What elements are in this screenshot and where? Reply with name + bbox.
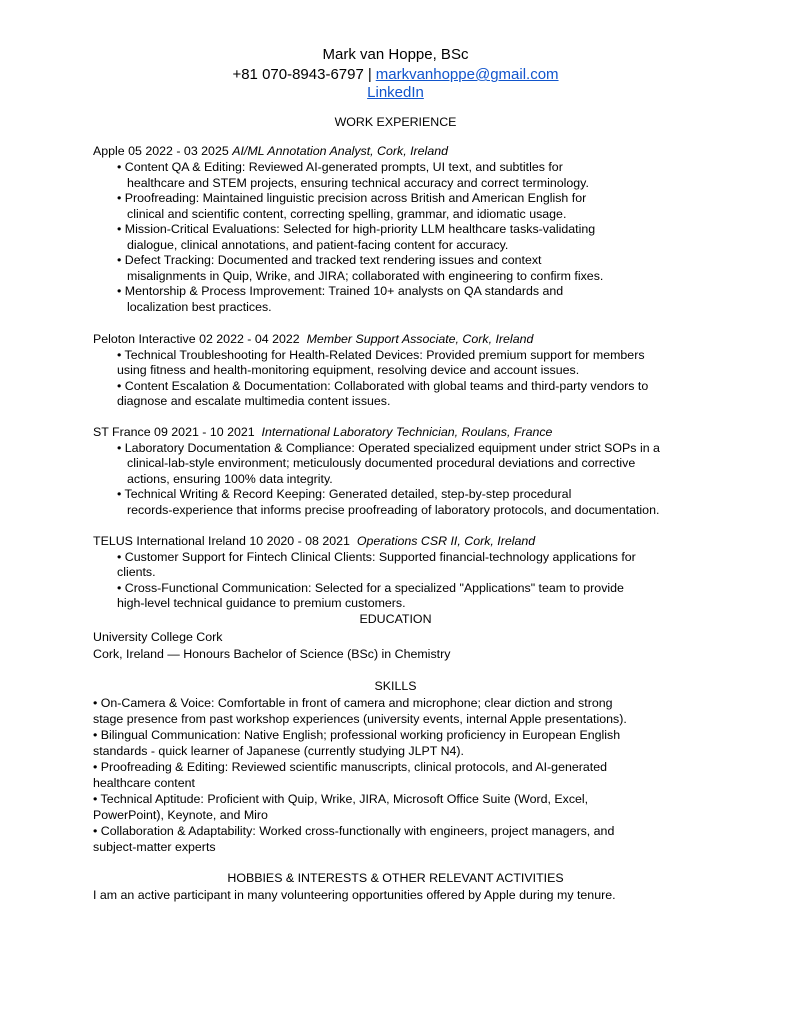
job-peloton-line: using fitness and health-monitoring equipment, resolving device and account issues. <box>117 363 580 377</box>
work-experience-heading: WORK EXPERIENCE <box>334 115 457 129</box>
education-degree: Cork, Ireland — Honours Bachelor of Science (BSc) in Chemistry <box>93 647 451 661</box>
job-telus-title: Operations CSR II, Cork, Ireland <box>356 534 536 548</box>
job-peloton-title: Member Support Associate, Cork, Ireland <box>306 332 534 346</box>
job-apple-header <box>93 144 448 159</box>
education-school: University College Cork <box>93 630 223 644</box>
job-apple-line: • Defect Tracking: Documented and tracked text rendering issues and context <box>117 253 542 267</box>
job-apple-line: • Content QA & Editing: Reviewed AI-generated prompts, UI text, and subtitles for <box>117 160 563 174</box>
job-apple-line: • Proofreading: Maintained linguistic precision across British and American English for <box>117 191 587 205</box>
skills-line: • Technical Aptitude: Proficient with Quip, Wrike, JIRA, Microsoft Office Suite (Word, Excel, <box>93 792 589 806</box>
skills-line: healthcare content <box>93 776 195 790</box>
job-telus-line: clients. <box>117 565 156 579</box>
skills-heading: SKILLS <box>374 679 417 693</box>
hobbies-heading: HOBBIES & INTERESTS & OTHER RELEVANT ACTIVITIES <box>227 871 564 885</box>
skills-line: • Bilingual Communication: Native English; professional working proficiency in European English <box>93 728 621 742</box>
job-stfrance-line: records-experience that informs precise proofreading of laboratory protocols, and documentation. <box>127 503 660 517</box>
job-telus-header <box>93 534 535 549</box>
job-peloton-company-dates: Peloton Interactive 02 2022 - 04 2022 <box>93 332 300 346</box>
skills-line: • Proofreading & Editing: Reviewed scientific manuscripts, clinical protocols, and AI-generated <box>93 760 607 774</box>
job-peloton-line: • Technical Troubleshooting for Health-Related Devices: Provided premium support for members <box>117 348 645 362</box>
skills-line: stage presence from past workshop experiences (university events, internal Apple presentations). <box>93 712 627 726</box>
skills-line: subject-matter experts <box>93 840 216 854</box>
job-stfrance-title: International Laboratory Technician, Roulans, France <box>261 425 553 439</box>
job-stfrance-line: actions, ensuring 100% data integrity. <box>127 472 333 486</box>
job-telus-line: • Cross-Functional Communication: Selected for a specialized "Applications" team to provide <box>117 581 624 595</box>
job-apple-line: healthcare and STEM projects, ensuring technical accuracy and correct terminology. <box>127 176 589 190</box>
job-stfrance-line: clinical-lab-style environment; meticulously documented procedural deviations and corrective <box>127 456 636 470</box>
linkedin-link[interactable]: LinkedIn <box>367 84 424 101</box>
job-apple-company-dates: Apple 05 2022 - 03 2025 <box>93 144 229 158</box>
phone-number: +81 070-8943-6797 <box>232 66 364 83</box>
job-stfrance-line: • Technical Writing & Record Keeping: Generated detailed, step-by-step procedural <box>117 487 572 501</box>
job-apple-line: • Mission-Critical Evaluations: Selected for high-priority LLM healthcare tasks-validating <box>117 222 596 236</box>
job-apple-line: clinical and scientific content, correcting spelling, grammar, and idiomatic usage. <box>127 207 567 221</box>
contact-separator: | <box>367 66 372 83</box>
skills-line: standards - quick learner of Japanese (currently studying JLPT N4). <box>93 744 464 758</box>
email-link[interactable]: markvanhoppe@gmail.com <box>375 66 559 83</box>
skills-line: • Collaboration & Adaptability: Worked cross-functionally with engineers, project managers, and <box>93 824 615 838</box>
job-peloton-header <box>93 332 533 347</box>
job-apple-line: localization best practices. <box>127 300 272 314</box>
job-telus-line: high-level technical guidance to premium customers. <box>117 596 406 610</box>
job-stfrance-line: • Laboratory Documentation & Compliance: Operated specialized equipment under strict SOPs in a <box>117 441 660 455</box>
linkedin-line <box>0 84 791 102</box>
job-apple-line: misalignments in Quip, Wrike, and JIRA; collaborated with engineering to confirm fixes. <box>127 269 604 283</box>
job-peloton-line: diagnose and escalate multimedia content issues. <box>117 394 391 408</box>
skills-line: PowerPoint), Keynote, and Miro <box>93 808 268 822</box>
contact-line <box>0 66 791 84</box>
hobbies-text: I am an active participant in many volunteering opportunities offered by Apple during my tenure. <box>93 888 616 902</box>
job-stfrance-header <box>93 425 552 440</box>
job-apple-line: dialogue, clinical annotations, and patient-facing content for accuracy. <box>127 238 509 252</box>
job-peloton-line: • Content Escalation & Documentation: Collaborated with global teams and third-party vendors to <box>117 379 649 393</box>
job-stfrance-company-dates: ST France 09 2021 - 10 2021 <box>93 425 255 439</box>
job-telus-company-dates: TELUS International Ireland 10 2020 - 08 2021 <box>93 534 350 548</box>
job-apple-title: AI/ML Annotation Analyst, Cork, Ireland <box>232 144 448 158</box>
job-telus-line: • Customer Support for Fintech Clinical Clients: Supported financial-technology applications for <box>117 550 636 564</box>
resume-name: Mark van Hoppe, BSc <box>322 46 469 63</box>
education-heading: EDUCATION <box>359 612 432 626</box>
job-apple-line: • Mentorship & Process Improvement: Trained 10+ analysts on QA standards and <box>117 284 564 298</box>
skills-line: • On-Camera & Voice: Comfortable in front of camera and microphone; clear diction and strong <box>93 696 613 710</box>
